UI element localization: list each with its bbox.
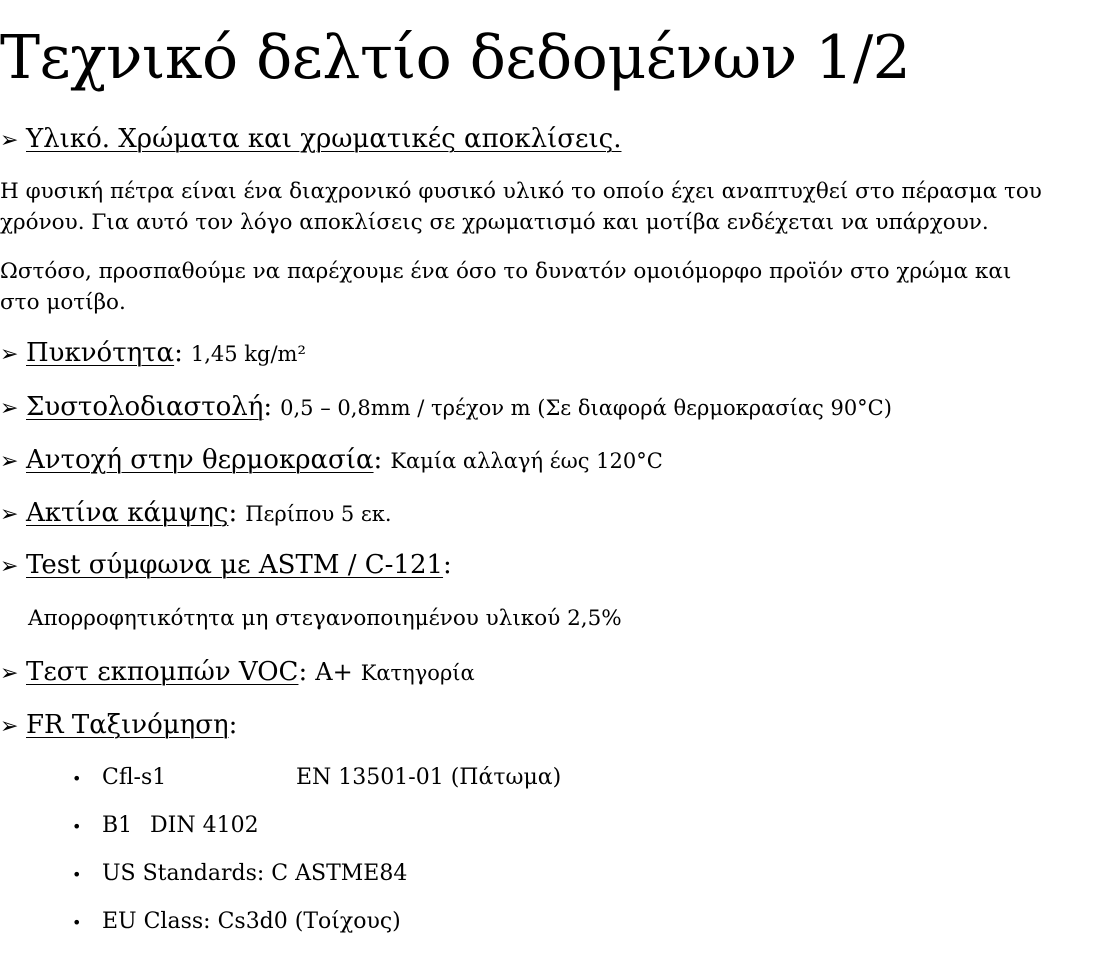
fr-item-code: Cfl-s1 bbox=[102, 765, 167, 790]
fr-item-desc: EN 13501-01 (Πάτωμα) bbox=[296, 765, 562, 790]
arrow-bullet-icon: ➢ bbox=[0, 714, 19, 739]
colon: : bbox=[373, 445, 383, 475]
heat-value: Καμία αλλαγή έως 120°C bbox=[390, 449, 663, 473]
arrow-bullet-icon: ➢ bbox=[0, 396, 19, 421]
heat-label: Αντοχή στην θερμοκρασία bbox=[26, 445, 374, 475]
fr-item-code: US Standards: C ASTME84 bbox=[102, 861, 408, 886]
dot-bullet-icon: • bbox=[72, 769, 82, 788]
colon: : bbox=[263, 392, 273, 422]
fr-item bbox=[72, 861, 407, 886]
colon: : bbox=[174, 338, 183, 368]
astm-label: Test σύμφωνα με ASTM / C-121 bbox=[26, 550, 444, 580]
fr-item-code: B1 bbox=[102, 813, 133, 838]
page-title: Τεχνικό δελτίο δεδομένων 1/2 bbox=[0, 23, 911, 93]
section-heat bbox=[0, 445, 663, 475]
fr-item bbox=[72, 765, 561, 790]
expansion-label: Συστολοδιαστολή bbox=[26, 392, 264, 422]
section-fr bbox=[0, 710, 237, 740]
density-value: 1,45 kg/m² bbox=[190, 342, 306, 366]
expansion-value: 0,5 – 0,8mm / τρέχον m (Σε διαφορά θερμοκρασίας 90°C) bbox=[280, 396, 892, 420]
fr-label: FR Ταξινόμηση bbox=[26, 710, 229, 740]
material-paragraph-1 bbox=[0, 176, 1108, 238]
dot-bullet-icon: • bbox=[72, 913, 82, 932]
astm-value: Απορροφητικότητα μη στεγανοποιημένου υλικού 2,5% bbox=[28, 606, 622, 631]
voc-value-sub: Κατηγορία bbox=[360, 661, 475, 685]
colon: : bbox=[298, 657, 308, 687]
section-material bbox=[0, 124, 621, 154]
density-label: Πυκνότητα bbox=[26, 338, 175, 368]
arrow-bullet-icon: ➢ bbox=[0, 661, 19, 686]
fr-item bbox=[72, 813, 259, 838]
arrow-bullet-icon: ➢ bbox=[0, 128, 19, 153]
arrow-bullet-icon: ➢ bbox=[0, 554, 19, 579]
colon: : bbox=[443, 550, 452, 580]
colon: : bbox=[228, 710, 238, 740]
dot-bullet-icon: • bbox=[72, 817, 82, 836]
arrow-bullet-icon: ➢ bbox=[0, 449, 19, 474]
material-para2-line1: Ωστόσο, προσπαθούμε να παρέχουμε ένα όσο το δυνατόν ομοιόμορφο προϊόν στο χρώμα και bbox=[0, 259, 1012, 284]
voc-label: Τεστ εκπομπών VOC bbox=[26, 657, 299, 687]
material-paragraph-2 bbox=[0, 256, 1108, 318]
section-bend bbox=[0, 498, 392, 528]
arrow-bullet-icon: ➢ bbox=[0, 502, 19, 527]
fr-item-code: EU Class: Cs3d0 (Τοίχους) bbox=[102, 909, 401, 934]
section-density bbox=[0, 338, 306, 368]
voc-value-main: A+ bbox=[315, 658, 353, 686]
colon: : bbox=[228, 498, 238, 528]
material-para1-line2: χρόνου. Για αυτό τον λόγο αποκλίσεις σε χρωματισμό και μοτίβα ενδέχεται να υπάρχουν. bbox=[0, 210, 989, 235]
material-para2-line2: στο μοτίβο. bbox=[0, 290, 126, 315]
fr-item bbox=[72, 909, 401, 934]
section-astm bbox=[0, 550, 452, 580]
material-para1-line1: Η φυσική πέτρα είναι ένα διαχρονικό φυσικό υλικό το οποίο έχει αναπτυχθεί στο πέρασμα του bbox=[0, 179, 1042, 204]
material-heading: Υλικό. Χρώματα και χρωματικές αποκλίσεις. bbox=[26, 124, 622, 154]
section-voc bbox=[0, 657, 475, 687]
section-expansion bbox=[0, 392, 892, 422]
dot-bullet-icon: • bbox=[72, 865, 82, 884]
fr-item-desc: DIN 4102 bbox=[150, 813, 259, 838]
bend-value: Περίπου 5 εκ. bbox=[245, 502, 392, 526]
arrow-bullet-icon: ➢ bbox=[0, 342, 19, 367]
bend-label: Ακτίνα κάμψης bbox=[26, 498, 229, 528]
